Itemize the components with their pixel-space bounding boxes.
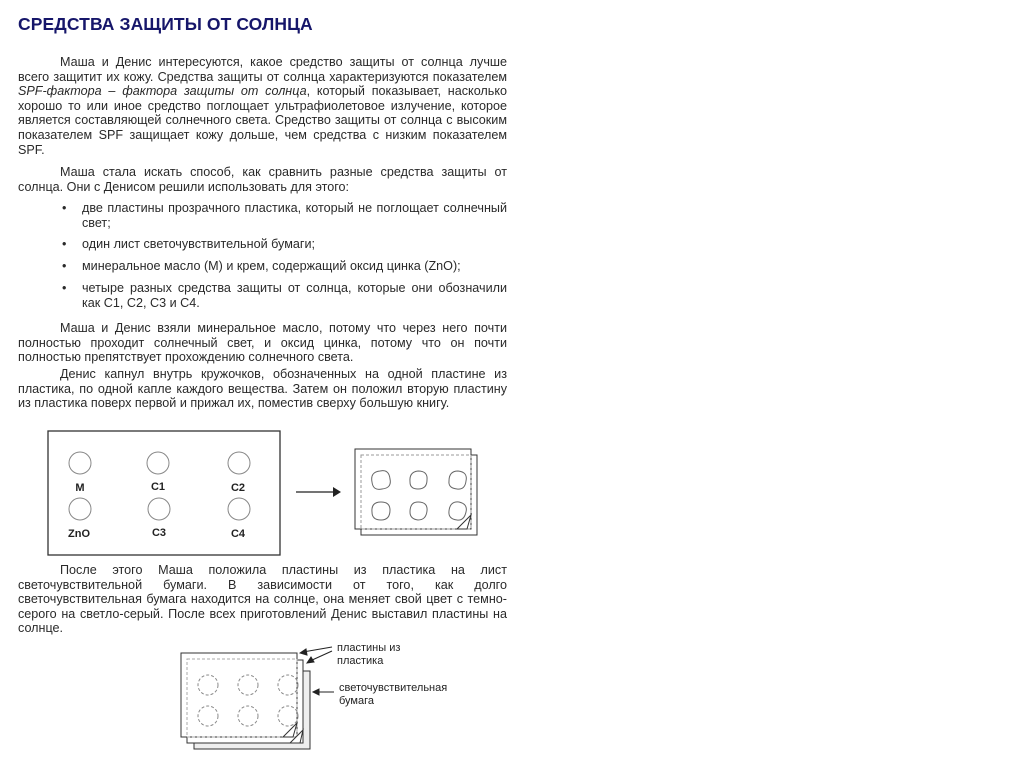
text: Маша и Денис интересуются, какое средство защиты от солнца лучше всего защитит их кожу. Средства защиты от солнца характеризуются показателем [18, 55, 507, 84]
label-paper-line1: светочувствительная [339, 682, 448, 694]
bullet-icon: • [62, 281, 67, 295]
text: , который показывает, насколько хорошо то или иное средство поглощает ультрафиолетовое излучение, которое является составляющей солнечного света. Средство защиты от солнца с высоким показателем SPF защищает кожу дольше, чем средства с низким показателем SPF. [18, 84, 507, 157]
bullet-icon: • [62, 201, 67, 215]
paragraph-sun-exposure [18, 563, 507, 636]
list-item [62, 281, 507, 310]
list-item [62, 237, 507, 252]
text: Денис капнул внутрь кружочков, обозначенных на одной пластине из пластика, по одной капле каждого вещества. Затем он положил вторую пластину из пластика поверх первой и прижал их, поместив сверху большую книгу. [18, 367, 507, 411]
list-item-text: четыре разных средства защиты от солнца, которые они обозначили как С1, С2, С3 и С4. [82, 281, 507, 310]
figure-plate-setup [0, 425, 520, 560]
page-title: СРЕДСТВА ЗАЩИТЫ ОТ СОЛНЦА [18, 14, 313, 34]
spf-term: SPF-фактора – фактора защиты от солнца [18, 84, 307, 99]
list-item [62, 259, 507, 274]
paragraph-materials [18, 321, 507, 365]
arrow-icon [296, 487, 341, 497]
text: Маша стала искать способ, как сравнить разные средства защиты от солнца. Они с Денисом решили использовать для этого: [18, 165, 507, 194]
list-item-text: один лист светочувствительной бумаги; [82, 237, 315, 251]
label-plates-line2: пластика [337, 655, 384, 667]
label-c2: C2 [230, 482, 246, 494]
list-item-text: две пластины прозрачного пластика, который не поглощает солнечный свет; [82, 201, 507, 230]
label-paper-line2: бумага [339, 695, 375, 707]
label-c4: C4 [230, 528, 246, 540]
list-item-text: минеральное масло (M) и крем, содержащий оксид цинка (ZnO); [82, 259, 461, 273]
label-c1: C1 [150, 481, 166, 493]
paragraph-method [18, 165, 507, 194]
paragraph-intro [18, 55, 507, 157]
label-zno: ZnO [68, 528, 90, 540]
text: После этого Маша положила пластины из пластика на лист светочувствительной бумаги. В зависимости от того, как долго светочувствительная бумага находится на солнце, она меняет свой цвет с темно-серого на светло-серый. После всех приготовлений Денис выставил пластины на солнце. [18, 563, 507, 636]
bullet-icon: • [62, 259, 67, 273]
label-plates-line1: пластины из [337, 642, 401, 654]
label-c3: C3 [151, 527, 167, 539]
list-item [62, 201, 507, 230]
bullet-icon: • [62, 237, 67, 251]
text: Маша и Денис взяли минеральное масло, потому что через него почти полностью проходит солнечный свет, и оксид цинка, потому что он почти полностью препятствует прохождению солнечного света. [18, 321, 507, 365]
label-m: M [75, 482, 85, 494]
figure-plates-on-paper [170, 635, 490, 755]
paragraph-drops [18, 367, 507, 411]
